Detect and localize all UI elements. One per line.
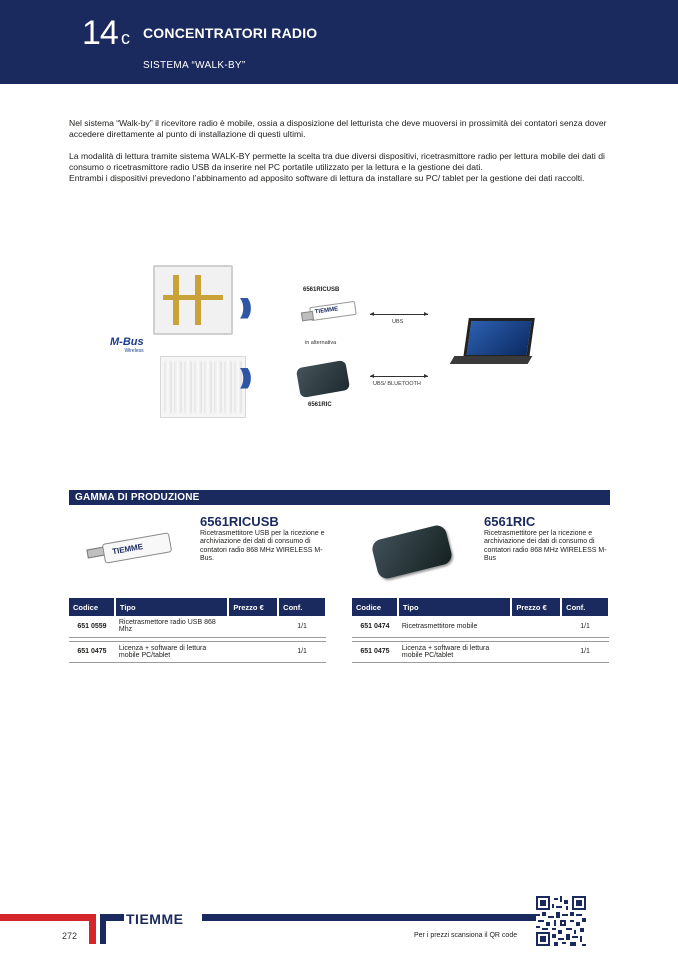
row-price bbox=[228, 616, 278, 637]
row-type: Ricetrasmettore radio USB 868 Mhz bbox=[115, 616, 228, 637]
qr-code-icon[interactable] bbox=[536, 896, 586, 946]
product-ric-name: 6561RIC bbox=[484, 514, 536, 529]
table-row bbox=[69, 616, 326, 637]
row-price bbox=[511, 616, 561, 637]
qr-note: Per i prezzi scansiona il QR code bbox=[414, 932, 518, 939]
gamma-title: GAMMA DI PRODUZIONE bbox=[69, 490, 610, 505]
product-usb-description: Ricetrasmettitore USB per la ricezione e archiviazione dei dati di consumo di contatori radio 868 MHz WIRELESS M-Bus. bbox=[200, 530, 325, 563]
row-type: Licenza + software di lettura mobile PC/tablet bbox=[115, 641, 228, 662]
page-number: 272 bbox=[62, 931, 78, 941]
footer-red-stripe bbox=[0, 914, 95, 921]
intro-paragraph-3-line: Entrambi i dispositivi prevedono l’abbinamento ad apposito software di lettura da installare su PC/ tablet per la gestione dei dati raccolti. bbox=[69, 173, 585, 183]
meter-cabinet-image bbox=[153, 265, 233, 335]
row-conf: 1/1 bbox=[561, 616, 609, 637]
table-header-code: Codice bbox=[352, 598, 398, 616]
product-usb-brand: TIEMME bbox=[111, 542, 144, 557]
section-subtitle: SISTEMA “WALK-BY” bbox=[143, 60, 246, 71]
usb-link-arrow bbox=[370, 314, 428, 315]
usb-link-label: UBS bbox=[392, 319, 404, 325]
table-header-type: Tipo bbox=[398, 598, 511, 616]
row-code: 651 0474 bbox=[352, 616, 398, 637]
product-usb-image bbox=[87, 534, 171, 562]
radiator-image bbox=[160, 356, 246, 418]
row-conf: 1/1 bbox=[561, 641, 609, 662]
product-ric-table bbox=[352, 598, 610, 663]
laptop-image bbox=[452, 318, 532, 364]
page-header bbox=[0, 0, 678, 84]
bt-link-label: UBS/ BLUETOOTH bbox=[373, 381, 421, 387]
mbus-logo-sub: Wireless bbox=[124, 348, 144, 354]
product-usb-name: 6561RICUSB bbox=[200, 514, 279, 529]
product-ric-description: Ricetrasmettitore per la ricezione e archiviazione dei dati di consumo di contatori radio 868 MHz WIRELESS M-Bus bbox=[484, 530, 607, 563]
intro-paragraph-1: Nel sistema “Walk-by” il ricevitore radio è mobile, ossia a disposizione del letturista che deve muoversi in prossimità dei contatori senza dover accedere direttamente al punto di installazione di questi ultimi. bbox=[69, 118, 607, 139]
row-price bbox=[228, 641, 278, 662]
table-row bbox=[69, 641, 326, 662]
row-type: Licenza + software di lettura mobile PC/tablet bbox=[398, 641, 511, 662]
footer-red-stripe-vertical bbox=[89, 914, 96, 944]
ric-device-image bbox=[296, 360, 350, 398]
section-number: 14 bbox=[82, 14, 118, 52]
radio-waves-icon: ))) bbox=[240, 294, 247, 319]
row-type: Ricetrasmettitore mobile bbox=[398, 616, 511, 637]
mbus-logo bbox=[110, 336, 144, 354]
mbus-logo-text: M-Bus bbox=[110, 336, 144, 348]
table-row bbox=[352, 616, 609, 637]
usb-device-label: 6561RICUSB bbox=[303, 287, 340, 293]
walk-by-diagram bbox=[100, 258, 550, 428]
row-conf: 1/1 bbox=[278, 616, 326, 637]
table-header-conf: Conf. bbox=[278, 598, 326, 616]
intro-paragraph-2 bbox=[69, 151, 611, 184]
row-price bbox=[511, 641, 561, 662]
product-usb-table bbox=[69, 598, 327, 663]
intro-paragraph-2-line: La modalità di lettura tramite sistema WALK-BY permette la scelta tra due diversi dispositivi, ricetrasmittore radio per lettura mobile dei dati di consumo o ricetrasmittore radio USB da inserire nel PC portatile utilizzato per la lettura e la gestione dei dati. bbox=[69, 151, 605, 172]
table-header-code: Codice bbox=[69, 598, 115, 616]
intro-text bbox=[69, 118, 611, 195]
section-letter: c bbox=[121, 28, 130, 48]
footer-blue-stripe-right bbox=[202, 914, 536, 921]
row-code: 651 0559 bbox=[69, 616, 115, 637]
product-ric-image bbox=[370, 524, 454, 578]
table-header-price: Prezzo € bbox=[228, 598, 278, 616]
ric-device-label: 6561RIC bbox=[308, 402, 332, 408]
row-code: 651 0475 bbox=[69, 641, 115, 662]
usb-stick-image bbox=[309, 301, 357, 321]
footer-blue-stripe-vertical bbox=[100, 914, 106, 944]
usb-stick-brand: TIEMME bbox=[314, 306, 339, 316]
table-header-type: Tipo bbox=[115, 598, 228, 616]
table-row bbox=[352, 641, 609, 662]
table-header-price: Prezzo € bbox=[511, 598, 561, 616]
alternative-label: in alternativa bbox=[305, 340, 337, 346]
table-header-conf: Conf. bbox=[561, 598, 609, 616]
radio-waves-icon: ))) bbox=[240, 364, 247, 389]
bt-link-arrow bbox=[370, 376, 428, 377]
footer-brand-logo: TIEMME bbox=[126, 911, 184, 927]
row-code: 651 0475 bbox=[352, 641, 398, 662]
row-conf: 1/1 bbox=[278, 641, 326, 662]
section-title: CONCENTRATORI RADIO bbox=[143, 25, 318, 41]
